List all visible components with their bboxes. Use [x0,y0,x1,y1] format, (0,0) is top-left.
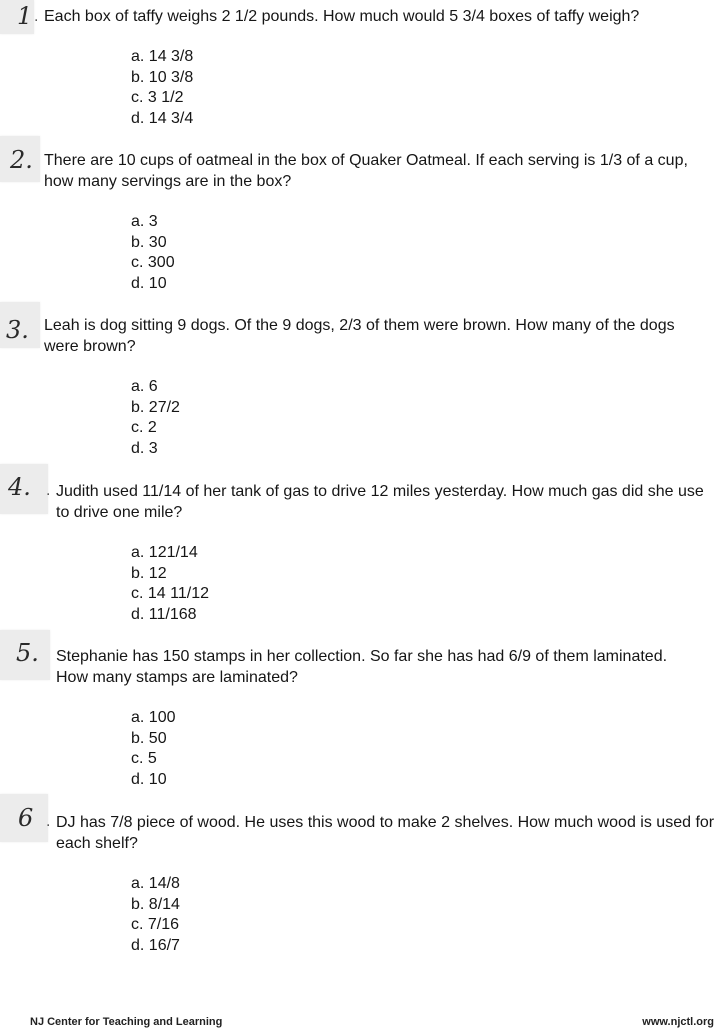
handwritten-number: 4. [8,473,31,501]
question-text: There are 10 cups of oatmeal in the box of Quaker Oatmeal. If each serving is 1/3 of a cup, how many servings are in the box? [44,152,688,190]
footer-organization: NJ Center for Teaching and Learning [30,1016,223,1028]
choice-c: c. 14 11/12 [131,585,209,602]
choice-c: c. 7/16 [131,916,180,933]
handwritten-number: 5. [16,639,39,667]
handwritten-number: 3. [6,316,29,344]
choice-c: c. 3 1/2 [131,89,184,106]
answer-choices [131,212,175,294]
choice-a: a. 3 [131,213,158,230]
handwritten-number: 6 [18,804,34,832]
question-text: DJ has 7/8 piece of wood. He uses this wood to make 2 shelves. How much wood is used for each shelf? [56,814,715,852]
choice-b: b. 27/2 [131,398,180,416]
choice-c: c. 5 [131,750,157,767]
number-dot: . [34,8,39,25]
choice-a: a. 14 3/8 [131,48,194,65]
question-text: Leah is dog sitting 9 dogs. Of the 9 dogs, 2/3 of them were brown. How many of the dogs were brown? [44,317,675,355]
question-text: Stephanie has 150 stamps in her collection. So far she has had 6/9 of them laminated. How many stamps are laminated? [56,648,668,686]
choice-b: b. 12 [131,564,167,582]
choice-d: d. 11/168 [131,605,197,623]
choice-b: b. 50 [131,729,167,747]
choice-a: a. 100 [131,709,176,726]
choice-d: d. 3 [131,439,158,457]
choice-a: a. 14/8 [131,875,180,892]
answer-choices [131,708,175,790]
handwritten-number: 2. [10,146,33,174]
question-text: Each box of taffy weighs 2 1/2 pounds. How much would 5 3/4 boxes of taffy weigh? [44,8,640,25]
choice-c: c. 2 [131,419,157,436]
choice-a: a. 121/14 [131,544,198,561]
number-dot: . [46,813,51,830]
question-text: Judith used 11/14 of her tank of gas to drive 12 miles yesterday. How much gas did she use to drive one mile? [56,483,704,521]
choice-b: b. 8/14 [131,895,180,913]
choice-d: d. 14 3/4 [131,109,194,127]
footer-url: www.njctl.org [642,1016,714,1028]
choice-d: d. 10 [131,274,167,292]
answer-choices [131,543,209,625]
answer-choices [131,377,180,459]
choice-b: b. 10 3/8 [131,68,194,86]
choice-b: b. 30 [131,233,167,251]
answer-choices [131,874,180,956]
choice-a: a. 6 [131,378,158,395]
choice-d: d. 16/7 [131,936,180,954]
answer-choices [131,47,193,129]
handwritten-number: 1 [17,2,33,30]
number-dot: . [46,482,51,499]
choice-c: c. 300 [131,254,175,271]
choice-d: d. 10 [131,770,167,788]
